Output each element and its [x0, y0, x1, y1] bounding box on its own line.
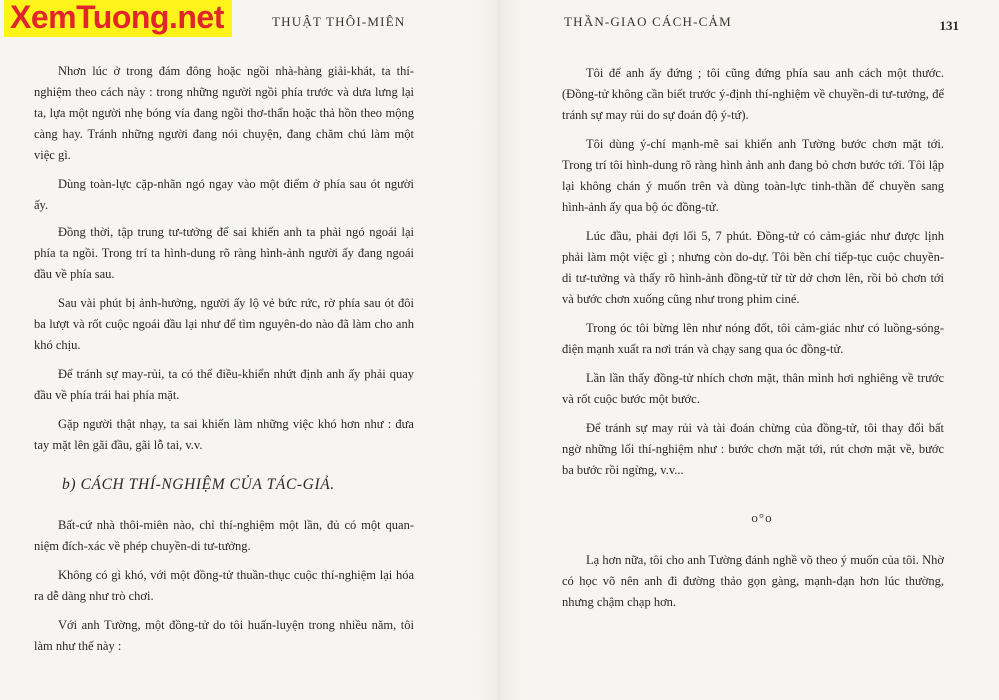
- section-ornament: o°o: [751, 510, 773, 525]
- left-paragraph-9: Với anh Tường, một đồng-tử do tôi huấn-luyện trong nhiều năm, tôi làm như thế này :: [34, 618, 414, 653]
- section-subheading: b) CÁCH THÍ-NGHIỆM CỦA TÁC-GIẢ.: [62, 476, 335, 493]
- right-paragraph-5: Lần lần thấy đồng-tử nhích chơn mặt, thân mình hơi nghiêng về trước và rốt cuộc bước một bước.: [562, 371, 944, 406]
- left-paragraph-2: Dùng toàn-lực cặp-nhãn ngó ngay vào một điểm ở phía sau ót người ấy.: [34, 177, 414, 212]
- book-gutter: [478, 0, 520, 700]
- right-body-text: [562, 63, 944, 621]
- watermark-logo[interactable]: XemTuong.net: [4, 0, 232, 37]
- left-paragraph-4: Sau vài phút bị ảnh-hưởng, người ấy lộ vẻ bức rức, rờ phía sau ót đôi ba lượt và rốt cuộc ngoái đầu lại như để tìm nguyên-do nào đã làm cho anh khó chịu.: [34, 296, 414, 352]
- left-running-head: THUẬT THÔI-MIÊN: [272, 14, 406, 29]
- left-paragraph-7: Bất-cứ nhà thôi-miên nào, chỉ thí-nghiệm một lần, đủ có một quan-niệm đích-xác về phép chuyền-di tư-tưởng.: [34, 518, 414, 553]
- right-paragraph-7: Lạ hơn nữa, tôi cho anh Tường đánh nghề võ theo ý muốn của tôi. Nhờ có học võ nên anh đi đường thảo gọn gàng, mạnh-dạn hơn lúc thường, nhưng chậm chạp hơn.: [562, 553, 944, 609]
- right-paragraph-1: Tôi để anh ấy đứng ; tôi cũng đứng phía sau anh cách một thước. (Đồng-tử không cần biết trước ý-định thí-nghiệm về chuyền-di tư-tưởng, để tránh sự may rủi do sự đoán độ ý-tứ).: [562, 66, 944, 122]
- left-paragraph-1: Nhơn lúc ở trong đám đông hoặc ngồi nhà-hàng giải-khát, ta thí-nghiệm theo cách này : trong những người ngồi phía trước và dưa lưng lại ta, lựa một người nhẹ bóng vía đang ngồi thơ-thẩn hoặc thả hồn theo mộng càng hay. Tránh những người đang nói chuyện, đang chăm chú làm một việc gì.: [34, 64, 414, 162]
- left-paragraph-5: Để tránh sự may-rủi, ta có thể điều-khiển nhứt định anh ấy phải quay đầu về phía trái hai phía mặt.: [34, 367, 414, 402]
- page-number: 131: [939, 18, 959, 33]
- right-paragraph-3: Lúc đầu, phải đợi lối 5, 7 phút. Đồng-tử có cảm-giác như được lịnh phải làm một việc gì ; nhưng còn do-dự. Tôi bền chí tiếp-tục cuộc chuyền-di tư-tưởng và thấy rõ hình-ảnh đồng-tử từ từ dở chơn lên, rồi bỏ chơn tới và bước chơn xuống cũng như trong phim ciné.: [562, 229, 944, 306]
- left-paragraph-3: Đồng thời, tập trung tư-tưởng để sai khiến anh ta phải ngó ngoái lại phía ta ngồi. Trong trí ta hình-dung rõ ràng hình-ảnh người ấy đang ngoái đầu về phía sau.: [34, 225, 414, 281]
- right-paragraph-2: Tôi dùng ý-chí mạnh-mẽ sai khiến anh Tường bước chơn mặt tới. Trong trí tôi hình-dung rõ ràng hình ảnh anh đang bỏ chơn bước tới. Tôi lập lại không chán ý muốn trên và dùng toàn-lực tinh-thần để chuyền sang hình-ảnh ấy qua bộ óc đồng-tử.: [562, 137, 944, 214]
- right-running-head: THẦN-GIAO CÁCH-CẢM: [564, 14, 732, 29]
- left-paragraph-8: Không có gì khó, với một đồng-tử thuần-thục cuộc thí-nghiệm lại hóa ra dễ dàng như trò chơi.: [34, 568, 414, 603]
- left-page: [0, 0, 478, 700]
- left-body-text: [34, 61, 414, 665]
- right-page: [520, 0, 999, 700]
- right-paragraph-4: Trong óc tôi bừng lên như nóng đốt, tôi cảm-giác như có luồng-sóng-điện mạnh xuất ra nơi trán và chạy sang qua óc đồng-tử.: [562, 321, 944, 356]
- right-paragraph-6: Để tránh sự may rủi và tài đoán chừng của đồng-tử, tôi thay đổi bất ngờ những lối thí-nghiệm như : bước chơn mặt tới, rút chơn mặt về, bước ba bước rồi ngừng, v.v...: [562, 421, 944, 477]
- left-paragraph-6: Gặp người thật nhạy, ta sai khiến làm những việc khó hơn như : đưa tay mặt lên gãi đầu, gãi lỗ tai, v.v.: [34, 417, 414, 452]
